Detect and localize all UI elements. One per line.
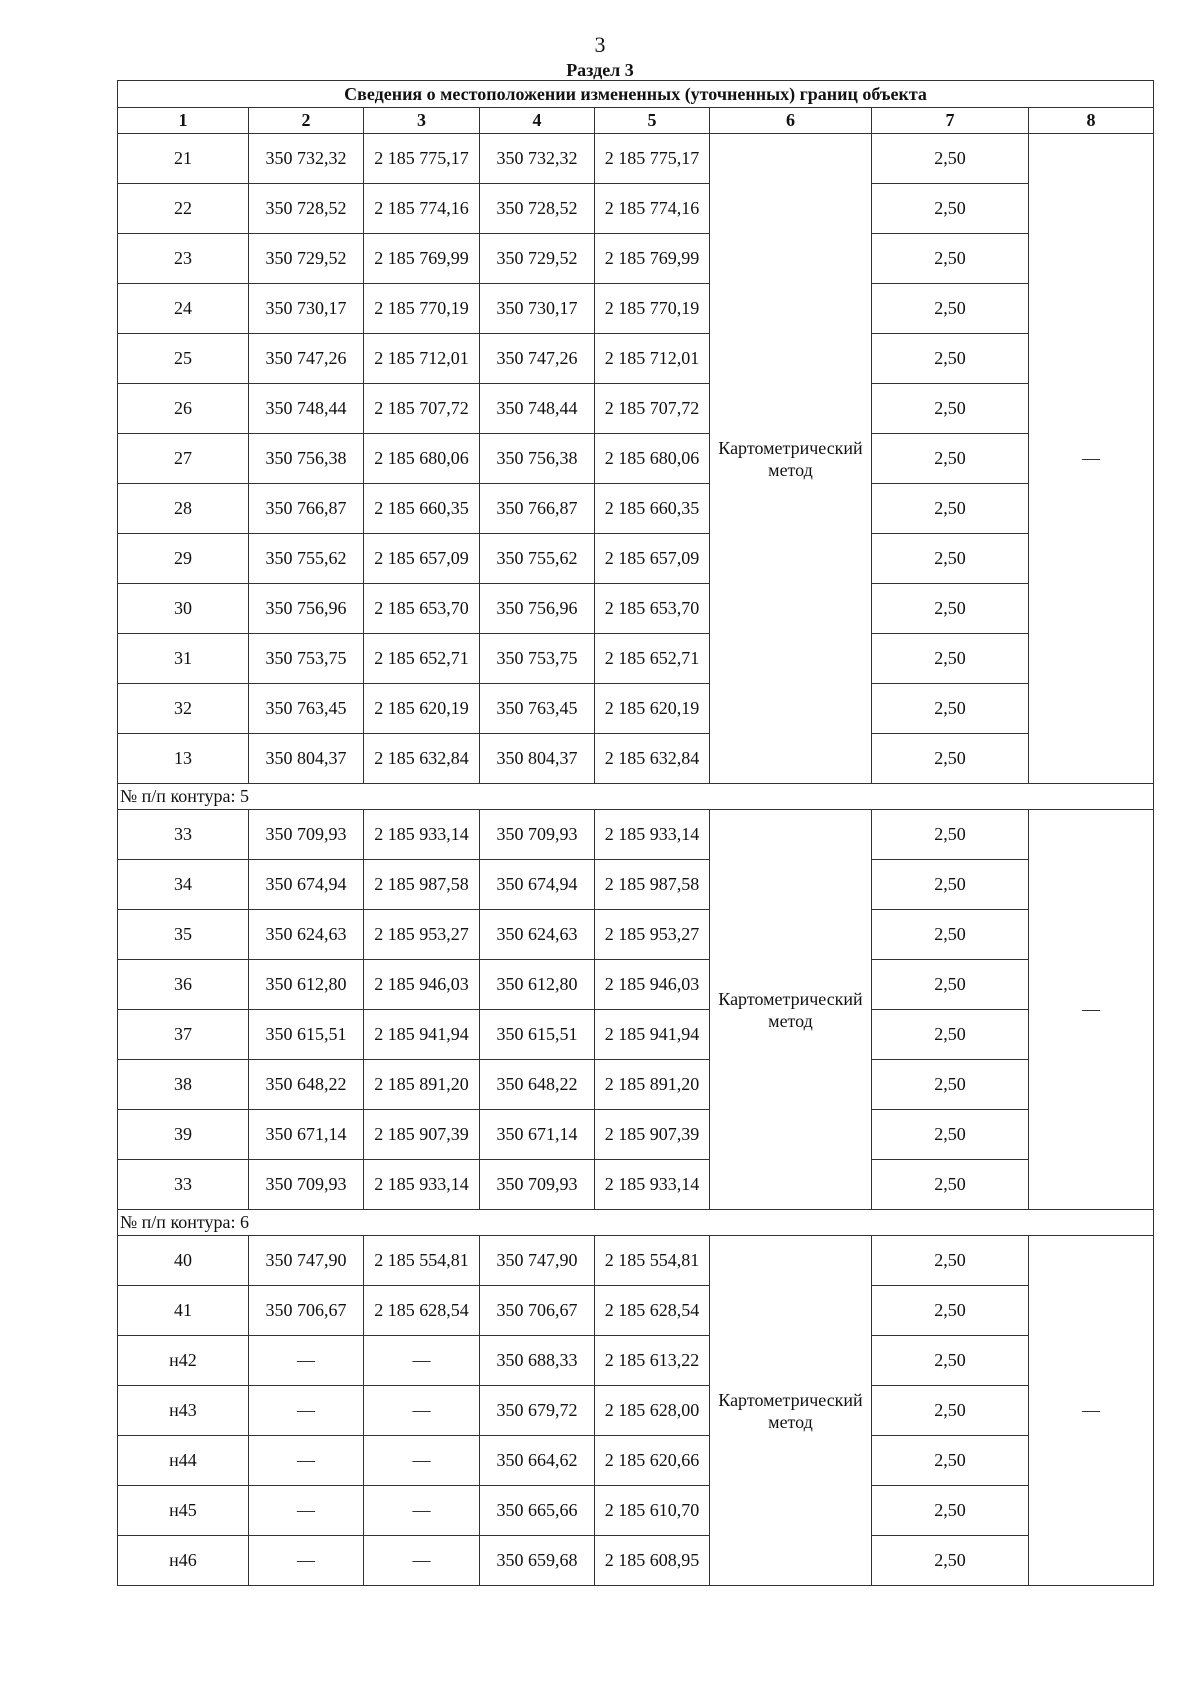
accuracy-value: 2,50 — [872, 434, 1029, 484]
new-y: 2 185 891,20 — [595, 1060, 710, 1110]
table-row — [118, 634, 1154, 684]
table-row — [118, 384, 1154, 434]
new-y: 2 185 608,95 — [595, 1536, 710, 1586]
existing-x: 350 804,37 — [249, 734, 364, 784]
table-row — [118, 1286, 1154, 1336]
column-header-row — [118, 108, 1154, 134]
table-row — [118, 1110, 1154, 1160]
accuracy-value: 2,50 — [872, 284, 1029, 334]
existing-y: 2 185 953,27 — [364, 910, 480, 960]
existing-x: 350 747,26 — [249, 334, 364, 384]
table-row — [118, 334, 1154, 384]
new-x: 350 688,33 — [480, 1336, 595, 1386]
existing-x: 350 612,80 — [249, 960, 364, 1010]
point-number: 32 — [118, 684, 249, 734]
existing-x: 350 747,90 — [249, 1236, 364, 1286]
accuracy-value: 2,50 — [872, 1110, 1029, 1160]
point-number: 29 — [118, 534, 249, 584]
point-number: 35 — [118, 910, 249, 960]
existing-y: 2 185 907,39 — [364, 1110, 480, 1160]
new-y: 2 185 657,09 — [595, 534, 710, 584]
point-number: 33 — [118, 810, 249, 860]
table-row — [118, 860, 1154, 910]
table-row — [118, 1486, 1154, 1536]
point-number: 26 — [118, 384, 249, 434]
existing-x: — — [249, 1386, 364, 1436]
existing-x: — — [249, 1536, 364, 1586]
new-y: 2 185 775,17 — [595, 134, 710, 184]
table-row — [118, 134, 1154, 184]
accuracy-value: 2,50 — [872, 584, 1029, 634]
column-header: 2 — [249, 108, 364, 134]
table-row — [118, 810, 1154, 860]
existing-y: 2 185 775,17 — [364, 134, 480, 184]
col8-cell: — — [1029, 810, 1154, 1210]
existing-x: 350 756,38 — [249, 434, 364, 484]
accuracy-value: 2,50 — [872, 134, 1029, 184]
new-y: 2 185 652,71 — [595, 634, 710, 684]
accuracy-value: 2,50 — [872, 1286, 1029, 1336]
existing-y: 2 185 933,14 — [364, 1160, 480, 1210]
table-row — [118, 584, 1154, 634]
point-number: н45 — [118, 1486, 249, 1536]
new-x: 350 709,93 — [480, 1160, 595, 1210]
existing-x: 350 709,93 — [249, 1160, 364, 1210]
point-number: 37 — [118, 1010, 249, 1060]
existing-y: — — [364, 1336, 480, 1386]
new-x: 350 706,67 — [480, 1286, 595, 1336]
table-row — [118, 1336, 1154, 1386]
column-header: 3 — [364, 108, 480, 134]
new-x: 350 665,66 — [480, 1486, 595, 1536]
new-y: 2 185 680,06 — [595, 434, 710, 484]
existing-x: 350 706,67 — [249, 1286, 364, 1336]
point-number: 41 — [118, 1286, 249, 1336]
accuracy-value: 2,50 — [872, 1486, 1029, 1536]
table-row — [118, 960, 1154, 1010]
existing-x: 350 648,22 — [249, 1060, 364, 1110]
accuracy-value: 2,50 — [872, 1536, 1029, 1586]
point-number: 27 — [118, 434, 249, 484]
existing-x: 350 624,63 — [249, 910, 364, 960]
column-header: 6 — [710, 108, 872, 134]
existing-y: 2 185 769,99 — [364, 234, 480, 284]
new-x: 350 748,44 — [480, 384, 595, 434]
point-number: 38 — [118, 1060, 249, 1110]
table-row — [118, 1236, 1154, 1286]
new-x: 350 763,45 — [480, 684, 595, 734]
new-y: 2 185 769,99 — [595, 234, 710, 284]
table-row — [118, 910, 1154, 960]
accuracy-value: 2,50 — [872, 1060, 1029, 1110]
accuracy-value: 2,50 — [872, 534, 1029, 584]
col8-cell: — — [1029, 134, 1154, 784]
point-number: 22 — [118, 184, 249, 234]
accuracy-value: 2,50 — [872, 1436, 1029, 1486]
table-row — [118, 434, 1154, 484]
table-row — [118, 734, 1154, 784]
table-row — [118, 1010, 1154, 1060]
point-number: 23 — [118, 234, 249, 284]
existing-x: 350 674,94 — [249, 860, 364, 910]
existing-y: 2 185 933,14 — [364, 810, 480, 860]
section-label: Раздел 3 — [566, 60, 634, 80]
existing-x: — — [249, 1436, 364, 1486]
existing-x: — — [249, 1336, 364, 1386]
existing-y: — — [364, 1536, 480, 1586]
accuracy-value: 2,50 — [872, 334, 1029, 384]
new-x: 350 664,62 — [480, 1436, 595, 1486]
accuracy-value: 2,50 — [872, 734, 1029, 784]
existing-y: 2 185 554,81 — [364, 1236, 480, 1286]
accuracy-value: 2,50 — [872, 184, 1029, 234]
existing-y: 2 185 774,16 — [364, 184, 480, 234]
column-header: 1 — [118, 108, 249, 134]
new-x: 350 753,75 — [480, 634, 595, 684]
table-row — [118, 284, 1154, 334]
accuracy-value: 2,50 — [872, 1386, 1029, 1436]
new-x: 350 756,38 — [480, 434, 595, 484]
new-x: 350 756,96 — [480, 584, 595, 634]
existing-y: 2 185 946,03 — [364, 960, 480, 1010]
table-title-row — [118, 81, 1154, 108]
accuracy-value: 2,50 — [872, 1010, 1029, 1060]
new-x: 350 659,68 — [480, 1536, 595, 1586]
existing-y: 2 185 941,94 — [364, 1010, 480, 1060]
existing-x: 350 748,44 — [249, 384, 364, 434]
point-number: н44 — [118, 1436, 249, 1486]
new-y: 2 185 953,27 — [595, 910, 710, 960]
new-x: 350 729,52 — [480, 234, 595, 284]
existing-x: 350 729,52 — [249, 234, 364, 284]
table-row — [118, 1386, 1154, 1436]
accuracy-value: 2,50 — [872, 860, 1029, 910]
point-number: н42 — [118, 1336, 249, 1386]
existing-y: 2 185 657,09 — [364, 534, 480, 584]
existing-y: 2 185 891,20 — [364, 1060, 480, 1110]
new-x: 350 648,22 — [480, 1060, 595, 1110]
accuracy-value: 2,50 — [872, 684, 1029, 734]
table-row — [118, 484, 1154, 534]
accuracy-value: 2,50 — [872, 1160, 1029, 1210]
new-x: 350 624,63 — [480, 910, 595, 960]
new-x: 350 615,51 — [480, 1010, 595, 1060]
column-header: 7 — [872, 108, 1029, 134]
method-cell: Картометрический метод — [710, 810, 872, 1210]
column-header: 5 — [595, 108, 710, 134]
new-x: 350 766,87 — [480, 484, 595, 534]
new-y: 2 185 628,54 — [595, 1286, 710, 1336]
new-x: 350 730,17 — [480, 284, 595, 334]
new-x: 350 612,80 — [480, 960, 595, 1010]
existing-x: 350 766,87 — [249, 484, 364, 534]
contour-row — [118, 1210, 1154, 1236]
new-x: 350 671,14 — [480, 1110, 595, 1160]
table-row — [118, 1436, 1154, 1486]
existing-x: 350 763,45 — [249, 684, 364, 734]
new-y: 2 185 946,03 — [595, 960, 710, 1010]
boundary-table — [117, 80, 1154, 1586]
col8-cell: — — [1029, 1236, 1154, 1586]
accuracy-value: 2,50 — [872, 634, 1029, 684]
new-y: 2 185 987,58 — [595, 860, 710, 910]
new-y: 2 185 613,22 — [595, 1336, 710, 1386]
new-y: 2 185 907,39 — [595, 1110, 710, 1160]
accuracy-value: 2,50 — [872, 484, 1029, 534]
contour-label: № п/п контура: 5 — [118, 784, 1154, 810]
existing-y: — — [364, 1486, 480, 1536]
point-number: 21 — [118, 134, 249, 184]
point-number: 31 — [118, 634, 249, 684]
new-y: 2 185 653,70 — [595, 584, 710, 634]
accuracy-value: 2,50 — [872, 1236, 1029, 1286]
existing-x: 350 730,17 — [249, 284, 364, 334]
existing-x: 350 732,32 — [249, 134, 364, 184]
new-x: 350 747,26 — [480, 334, 595, 384]
new-x: 350 755,62 — [480, 534, 595, 584]
point-number: н46 — [118, 1536, 249, 1586]
existing-x: 350 755,62 — [249, 534, 364, 584]
existing-x: — — [249, 1486, 364, 1536]
new-x: 350 728,52 — [480, 184, 595, 234]
new-x: 350 709,93 — [480, 810, 595, 860]
existing-y: 2 185 712,01 — [364, 334, 480, 384]
new-x: 350 732,32 — [480, 134, 595, 184]
new-x: 350 804,37 — [480, 734, 595, 784]
accuracy-value: 2,50 — [872, 1336, 1029, 1386]
new-y: 2 185 770,19 — [595, 284, 710, 334]
existing-y: 2 185 707,72 — [364, 384, 480, 434]
accuracy-value: 2,50 — [872, 960, 1029, 1010]
point-number: н43 — [118, 1386, 249, 1436]
table-row — [118, 184, 1154, 234]
point-number: 30 — [118, 584, 249, 634]
new-x: 350 747,90 — [480, 1236, 595, 1286]
new-y: 2 185 941,94 — [595, 1010, 710, 1060]
existing-y: 2 185 628,54 — [364, 1286, 480, 1336]
new-y: 2 185 554,81 — [595, 1236, 710, 1286]
table-title: Сведения о местоположении измененных (уточненных) границ объекта — [118, 81, 1154, 108]
existing-y: — — [364, 1386, 480, 1436]
table-row — [118, 1536, 1154, 1586]
new-y: 2 185 712,01 — [595, 334, 710, 384]
column-header: 4 — [480, 108, 595, 134]
point-number: 39 — [118, 1110, 249, 1160]
existing-y: — — [364, 1436, 480, 1486]
accuracy-value: 2,50 — [872, 234, 1029, 284]
accuracy-value: 2,50 — [872, 810, 1029, 860]
point-number: 40 — [118, 1236, 249, 1286]
point-number: 33 — [118, 1160, 249, 1210]
existing-x: 350 728,52 — [249, 184, 364, 234]
accuracy-value: 2,50 — [872, 384, 1029, 434]
existing-y: 2 185 620,19 — [364, 684, 480, 734]
table-row — [118, 534, 1154, 584]
point-number: 25 — [118, 334, 249, 384]
point-number: 24 — [118, 284, 249, 334]
contour-label: № п/п контура: 6 — [118, 1210, 1154, 1236]
new-y: 2 185 707,72 — [595, 384, 710, 434]
existing-y: 2 185 987,58 — [364, 860, 480, 910]
existing-y: 2 185 770,19 — [364, 284, 480, 334]
new-y: 2 185 774,16 — [595, 184, 710, 234]
new-y: 2 185 632,84 — [595, 734, 710, 784]
point-number: 36 — [118, 960, 249, 1010]
method-cell: Картометрический метод — [710, 1236, 872, 1586]
new-x: 350 674,94 — [480, 860, 595, 910]
column-header: 8 — [1029, 108, 1154, 134]
table-row — [118, 1160, 1154, 1210]
existing-y: 2 185 660,35 — [364, 484, 480, 534]
accuracy-value: 2,50 — [872, 910, 1029, 960]
new-y: 2 185 933,14 — [595, 810, 710, 860]
new-y: 2 185 620,19 — [595, 684, 710, 734]
point-number: 13 — [118, 734, 249, 784]
existing-y: 2 185 632,84 — [364, 734, 480, 784]
existing-x: 350 753,75 — [249, 634, 364, 684]
existing-x: 350 709,93 — [249, 810, 364, 860]
existing-y: 2 185 680,06 — [364, 434, 480, 484]
existing-y: 2 185 653,70 — [364, 584, 480, 634]
table-row — [118, 234, 1154, 284]
page-number: 3 — [594, 32, 606, 57]
table-row — [118, 1060, 1154, 1110]
new-x: 350 679,72 — [480, 1386, 595, 1436]
table-row — [118, 684, 1154, 734]
existing-y: 2 185 652,71 — [364, 634, 480, 684]
new-y: 2 185 933,14 — [595, 1160, 710, 1210]
new-y: 2 185 628,00 — [595, 1386, 710, 1436]
existing-x: 350 671,14 — [249, 1110, 364, 1160]
point-number: 28 — [118, 484, 249, 534]
new-y: 2 185 660,35 — [595, 484, 710, 534]
method-cell: Картометрический метод — [710, 134, 872, 784]
new-y: 2 185 610,70 — [595, 1486, 710, 1536]
existing-x: 350 615,51 — [249, 1010, 364, 1060]
contour-row — [118, 784, 1154, 810]
point-number: 34 — [118, 860, 249, 910]
new-y: 2 185 620,66 — [595, 1436, 710, 1486]
existing-x: 350 756,96 — [249, 584, 364, 634]
